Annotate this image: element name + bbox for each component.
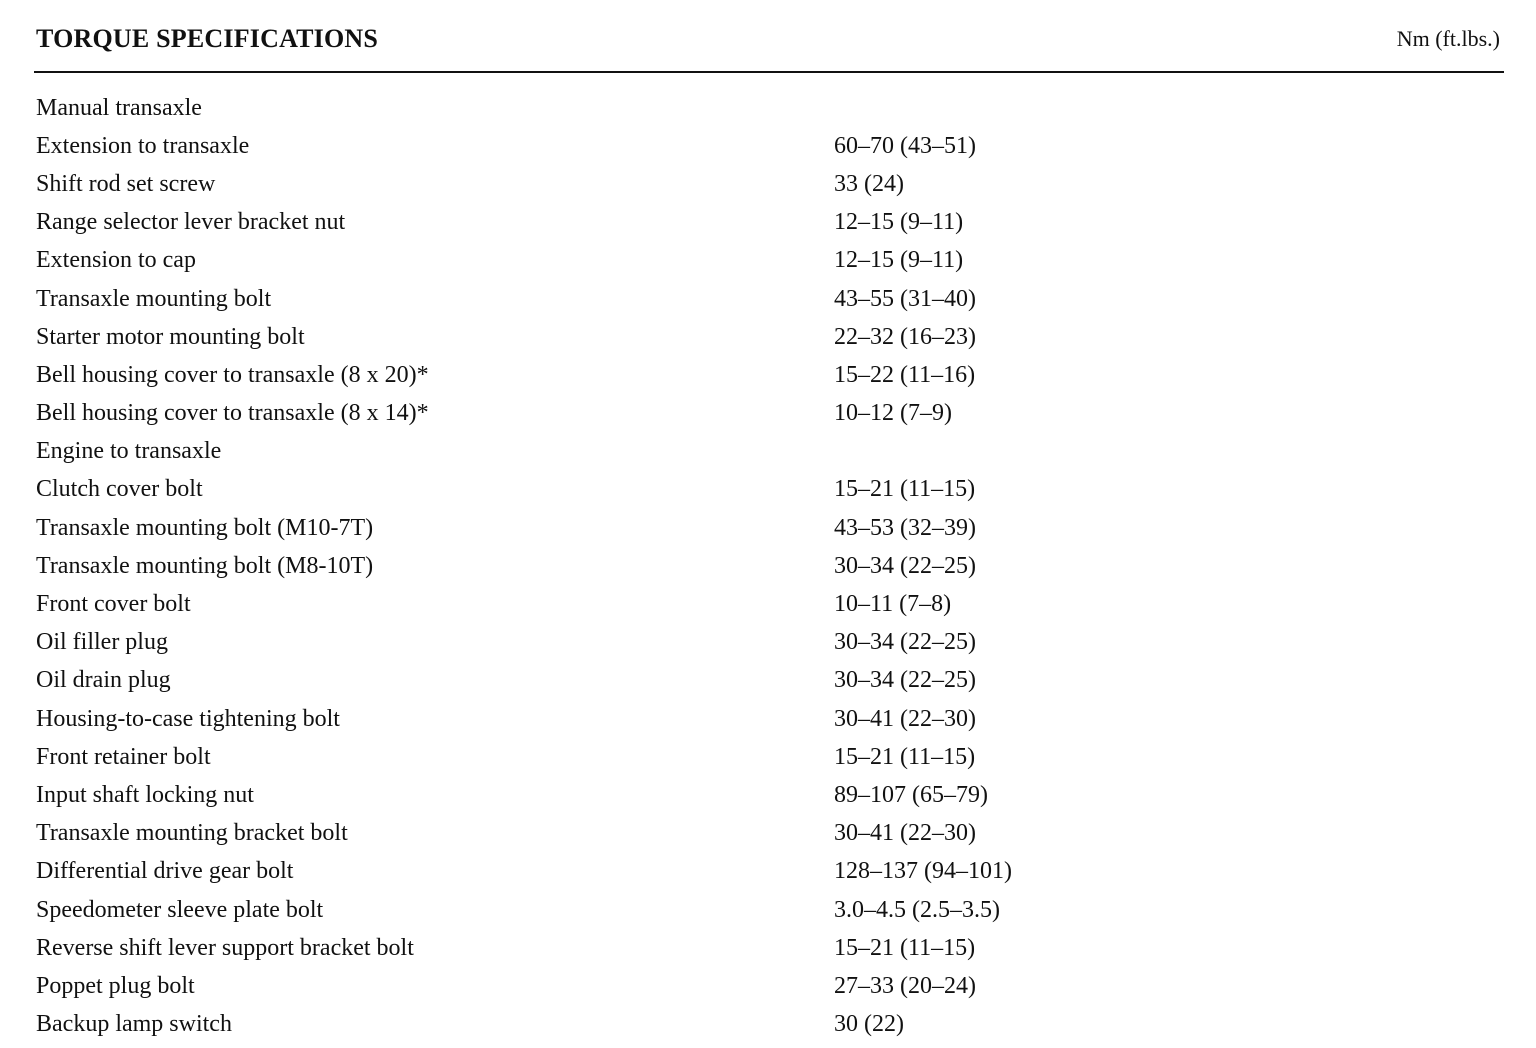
table-row [36, 776, 1436, 814]
table-row [36, 127, 1436, 165]
row-value: 30–41 (22–30) [834, 705, 976, 732]
header-divider [34, 71, 1504, 73]
row-label: Front retainer bolt [36, 743, 211, 770]
row-label: Range selector lever bracket nut [36, 209, 346, 236]
table-row [36, 204, 1436, 242]
row-value: 15–21 (11–15) [834, 476, 976, 503]
row-label: Transaxle mounting bolt (M10-7T) [36, 514, 374, 541]
row-value: 128–137 (94–101) [834, 858, 1012, 885]
row-value: 12–15 (9–11) [834, 247, 964, 274]
row-label: Differential drive gear bolt [36, 858, 294, 885]
row-label: Manual transaxle [36, 94, 202, 121]
table-row [36, 509, 1436, 547]
row-label: Transaxle mounting bolt (M8-10T) [36, 552, 374, 579]
table-row [36, 318, 1436, 356]
row-label: Extension to cap [36, 247, 196, 274]
row-label: Front cover bolt [36, 591, 191, 618]
row-label: Housing-to-case tightening bolt [36, 705, 340, 732]
row-label: Poppet plug bolt [36, 972, 195, 999]
table-row [36, 433, 1436, 471]
table-row [36, 662, 1436, 700]
row-value: 15–21 (11–15) [834, 743, 976, 770]
table-row [36, 967, 1436, 1005]
row-value: 3.0–4.5 (2.5–3.5) [834, 896, 1000, 923]
table-row [36, 700, 1436, 738]
row-value: 30–34 (22–25) [834, 629, 976, 656]
page-title: TORQUE SPECIFICATIONS [36, 24, 379, 53]
torque-table [36, 89, 1436, 1044]
row-label: Reverse shift lever support bracket bolt [36, 934, 414, 961]
row-value: 15–22 (11–16) [834, 361, 976, 388]
row-label: Transaxle mounting bracket bolt [36, 820, 348, 847]
row-label: Shift rod set screw [36, 170, 216, 197]
row-value: 43–53 (32–39) [834, 514, 976, 541]
table-row [36, 624, 1436, 662]
row-label: Engine to transaxle [36, 438, 222, 465]
row-value: 12–15 (9–11) [834, 209, 964, 236]
row-label: Input shaft locking nut [36, 781, 254, 808]
table-row [36, 1006, 1436, 1044]
row-value: 30–34 (22–25) [834, 667, 976, 694]
table-row [36, 280, 1436, 318]
table-row [36, 242, 1436, 280]
row-value: 30 (22) [834, 1011, 904, 1038]
table-row [36, 547, 1436, 585]
row-value: 43–55 (31–40) [834, 285, 976, 312]
row-value: 30–41 (22–30) [834, 820, 976, 847]
row-label: Oil drain plug [36, 667, 171, 694]
table-row [36, 356, 1436, 394]
row-value: 30–34 (22–25) [834, 552, 976, 579]
row-label: Extension to transaxle [36, 132, 250, 159]
table-row [36, 585, 1436, 623]
row-label: Speedometer sleeve plate bolt [36, 896, 324, 923]
row-label: Bell housing cover to transaxle (8 x 20)* [36, 361, 429, 388]
row-label: Bell housing cover to transaxle (8 x 14)* [36, 400, 429, 427]
row-label: Backup lamp switch [36, 1011, 232, 1038]
table-row [36, 395, 1436, 433]
table-row [36, 929, 1436, 967]
row-value: 15–21 (11–15) [834, 934, 976, 961]
row-value: 10–11 (7–8) [834, 591, 952, 618]
row-value: 10–12 (7–9) [834, 400, 952, 427]
row-value: 89–107 (65–79) [834, 781, 988, 808]
table-row [36, 815, 1436, 853]
row-value: 22–32 (16–23) [834, 323, 976, 350]
row-label: Oil filler plug [36, 629, 168, 656]
table-row [36, 165, 1436, 203]
row-value: 60–70 (43–51) [834, 132, 976, 159]
units-label: Nm (ft.lbs.) [1396, 26, 1500, 51]
row-label: Starter motor mounting bolt [36, 323, 305, 350]
table-row [36, 738, 1436, 776]
row-label: Transaxle mounting bolt [36, 285, 272, 312]
row-label: Clutch cover bolt [36, 476, 203, 503]
table-row [36, 853, 1436, 891]
row-value: 27–33 (20–24) [834, 972, 976, 999]
table-row [36, 471, 1436, 509]
table-row [36, 891, 1436, 929]
table-row [36, 89, 1436, 127]
row-value: 33 (24) [834, 170, 904, 197]
